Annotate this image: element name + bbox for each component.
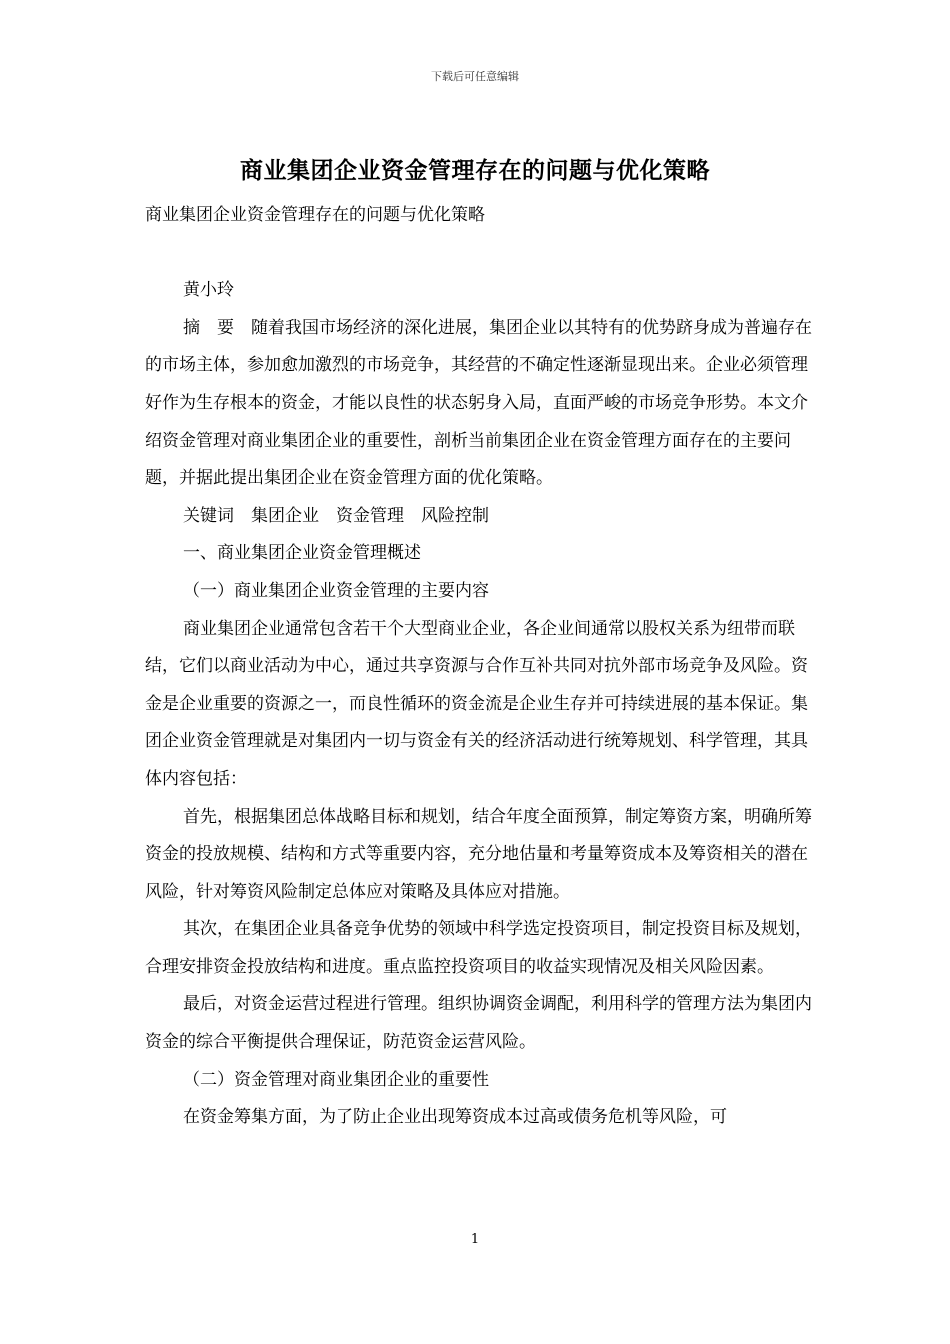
document-body	[145, 197, 815, 1137]
page-number: 1	[470, 1232, 480, 1247]
body-paragraph: 最后，对资金运营过程进行管理。组织协调资金调配，利用科学的管理方法为集团内资金的综合平衡提供合理保证，防范资金运营风险。	[145, 994, 812, 1053]
subtitle: 商业集团企业资金管理存在的问题与优化策略	[145, 205, 485, 225]
body-paragraph: 在资金筹集方面，为了防止企业出现筹资成本过高或债务危机等风险，可	[183, 1107, 727, 1128]
body-paragraph: 首先，根据集团总体战略目标和规划，结合年度全面预算，制定筹资方案，明确所筹资金的投放规模、结构和方式等重要内容，充分地估量和考量筹资成本及筹资相关的潜在风险，针对筹资风险制定总体应对策略及具体应对措施。	[145, 806, 812, 902]
abstract-paragraph: 摘 要 随着我国市场经济的深化进展，集团企业以其特有的优势跻身成为普遍存在的市场主体，参加愈加激烈的市场竞争，其经营的不确定性逐渐显现出来。企业必须管理好作为生存根本的资金，才能以良性的状态躬身入局，直面严峻的市场竞争形势。本文介绍资金管理对商业集团企业的重要性，剖析当前集团企业在资金管理方面存在的主要问题，并据此提出集团企业在资金管理方面的优化策略。	[145, 317, 812, 489]
body-paragraph: 商业集团企业通常包含若干个大型商业企业，各企业间通常以股权关系为纽带而联结，它们以商业活动为中心，通过共享资源与合作互补共同对抗外部市场竞争及风险。资金是企业重要的资源之一，而良性循环的资金流是企业生存并可持续进展的基本保证。集团企业资金管理就是对集团内一切与资金有关的经济活动进行统筹规划、科学管理，其具体内容包括：	[145, 618, 808, 789]
subsection-heading: （一）商业集团企业资金管理的主要内容	[183, 580, 489, 601]
document-title: 商业集团企业资金管理存在的问题与优化策略	[240, 157, 710, 184]
body-paragraph: 其次，在集团企业具备竞争优势的领域中科学选定投资项目，制定投资目标及规划，合理安排资金投放结构和进度。重点监控投资项目的收益实现情况及相关风险因素。	[145, 919, 812, 977]
blank-line	[145, 235, 815, 273]
subsection-heading: （二）资金管理对商业集团企业的重要性	[183, 1069, 489, 1090]
author-name: 黄小玲	[183, 280, 234, 301]
header-note: 下载后可任意编辑	[431, 70, 519, 83]
keywords-line: 关键词 集团企业 资金管理 风险控制	[183, 505, 489, 526]
section-heading: 一、商业集团企业资金管理概述	[183, 543, 421, 564]
